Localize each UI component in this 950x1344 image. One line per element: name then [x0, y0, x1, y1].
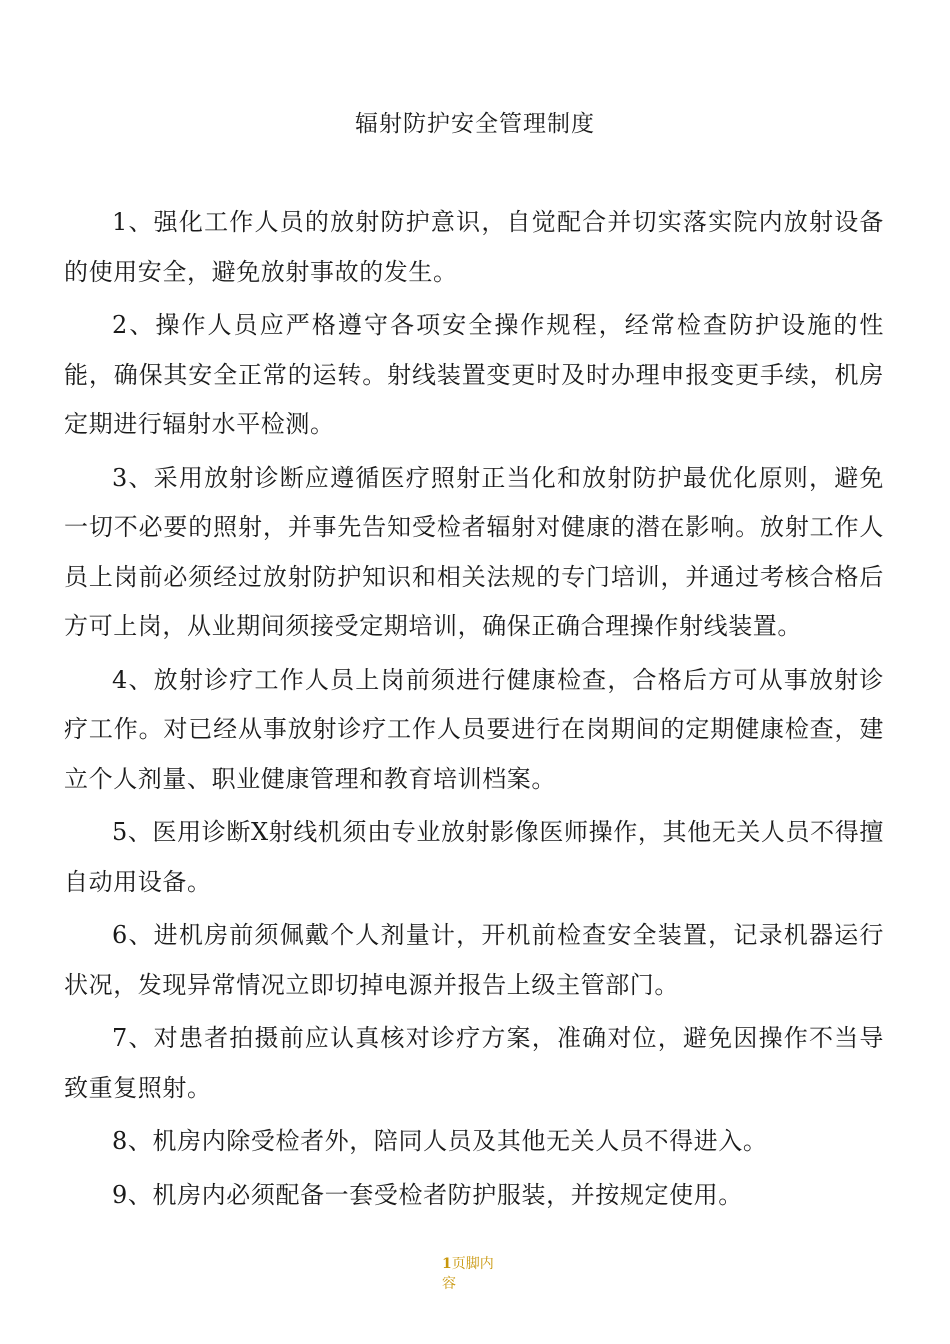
footer-text: 页脚内容: [442, 1256, 494, 1292]
paragraph-3: 3、采用放射诊断应遵循医疗照射正当化和放射防护最优化原则，避免一切不必要的照射，并事先告知受检者辐射对健康的潜在影响。放射工作人员上岗前必须经过放射防护知识和相关法规的专门培训，并通过考核合格后方可上岗，从业期间须接受定期培训，确保正确合理操作射线装置。: [64, 463, 884, 640]
document-title: 辐射防护安全管理制度: [355, 111, 595, 137]
paragraph-7: 7、对患者拍摄前应认真核对诊疗方案，准确对位，避免因操作不当导致重复照射。: [64, 1024, 884, 1102]
paragraph-4: 4、放射诊疗工作人员上岗前须进行健康检查，合格后方可从事放射诊疗工作。对已经从事放射诊疗工作人员要进行在岗期间的定期健康检查，建立个人剂量、职业健康管理和教育培训档案。: [64, 665, 884, 793]
paragraph-6: 6、进机房前须佩戴个人剂量计，开机前检查安全装置，记录机器运行状况，发现异常情况立即切掉电源并报告上级主管部门。: [64, 921, 884, 999]
paragraph-5: 5、医用诊断X射线机须由专业放射影像医师操作，其他无关人员不得擅自动用设备。: [64, 818, 884, 896]
paragraph-2: 2、操作人员应严格遵守各项安全操作规程，经常检查防护设施的性能，确保其安全正常的运转。射线装置变更时及时办理申报变更手续，机房定期进行辐射水平检测。: [64, 311, 884, 438]
paragraph-1: 1、强化工作人员的放射防护意识，自觉配合并切实落实院内放射设备的使用安全，避免放射事故的发生。: [64, 208, 884, 286]
page-footer: [442, 1254, 506, 1294]
paragraph-9: 9、机房内必须配备一套受检者防护服装，并按规定使用。: [112, 1180, 743, 1209]
paragraph-8: 8、机房内除受检者外，陪同人员及其他无关人员不得进入。: [112, 1127, 768, 1155]
document-body: [64, 198, 884, 1224]
page-number: 1: [442, 1256, 452, 1272]
